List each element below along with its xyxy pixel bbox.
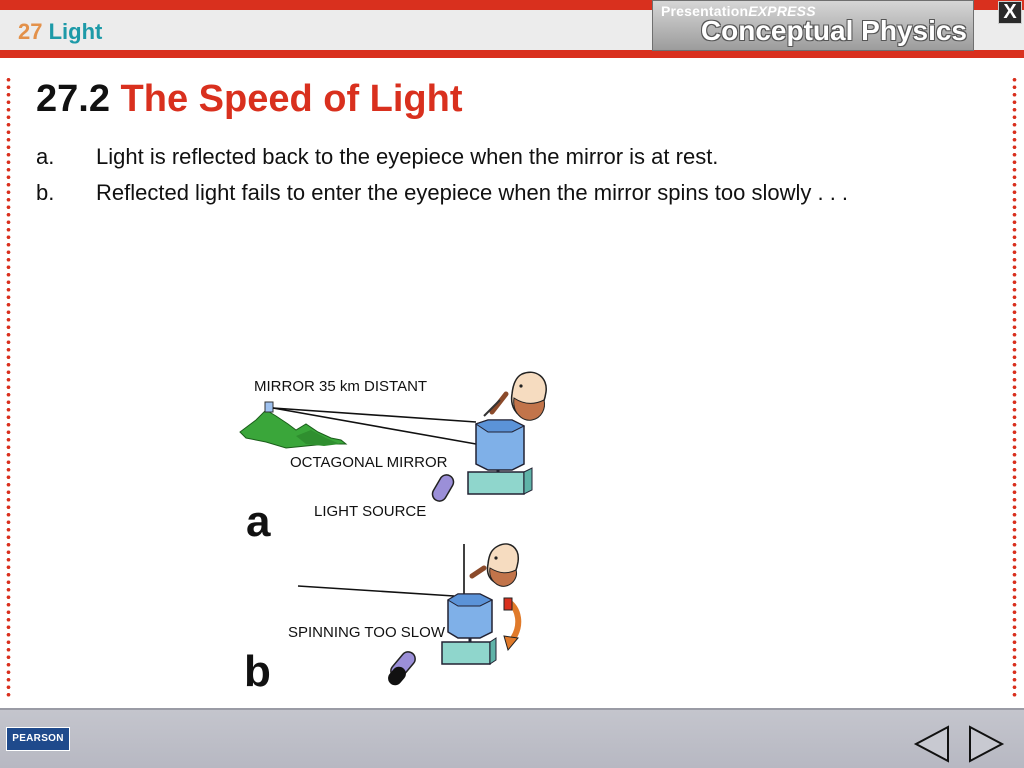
slide-title-number: 27.2: [36, 78, 110, 120]
bullet-item: [36, 180, 996, 216]
fizeau-apparatus-illustration: [236, 364, 566, 694]
bullet-text: Reflected light fails to enter the eyepiece when the mirror spins too slowly . . .: [96, 180, 849, 205]
right-dotted-border: [1012, 76, 1017, 698]
label-spinning-too-slow: SPINNING TOO SLOW: [288, 624, 445, 641]
brand-prefix-bold: EXPRESS: [748, 3, 816, 19]
light-ray: [273, 408, 476, 422]
observer-icon: [472, 544, 518, 586]
label-octagonal-mirror: OCTAGONAL MIRROR: [290, 454, 448, 471]
brand-prefix-regular: Presentation: [661, 3, 749, 19]
slide-title: [36, 78, 463, 121]
brand-logo: [652, 0, 974, 51]
bullet-text: Light is reflected back to the eyepiece when the mirror is at rest.: [96, 144, 719, 169]
chapter-name: Light: [48, 19, 103, 44]
bullet-item: [36, 144, 996, 180]
previous-slide-button[interactable]: [912, 724, 952, 764]
bullet-marker: a.: [36, 144, 55, 169]
light-source-icon: [430, 472, 456, 503]
rotation-arrow-icon: [504, 598, 518, 650]
distant-mirror-icon: [265, 402, 273, 412]
bullet-marker: b.: [36, 180, 55, 205]
brand-title: Conceptual Physics: [700, 15, 967, 46]
light-ray: [298, 586, 454, 596]
octagonal-mirror-icon: [468, 420, 532, 494]
top-bar: [0, 0, 1024, 62]
octagonal-mirror-icon: [442, 594, 496, 664]
panel-b-label: b: [244, 647, 271, 694]
pearson-logo: PEARSON: [6, 727, 70, 751]
header-red-stripe: [0, 50, 1024, 58]
triangle-right-icon: [970, 727, 1002, 761]
left-dotted-border: [6, 76, 11, 698]
bullet-list: [36, 144, 996, 216]
label-light-source: LIGHT SOURCE: [314, 503, 427, 520]
chapter-number: 27: [18, 19, 43, 44]
mountain-icon: [240, 410, 346, 448]
triangle-left-icon: [916, 727, 948, 761]
panel-a-label: a: [246, 497, 271, 546]
observer-icon: [492, 372, 546, 420]
illustration-svg: [236, 364, 566, 694]
slide-title-text: The Speed of Light: [120, 78, 463, 120]
label-mirror-distant: MIRROR 35 km DISTANT: [254, 378, 428, 395]
next-slide-button[interactable]: [966, 724, 1006, 764]
light-source-icon: [385, 649, 418, 688]
close-button[interactable]: X: [998, 1, 1022, 24]
chapter-label: [18, 19, 102, 45]
bottom-bar: [0, 708, 1024, 768]
